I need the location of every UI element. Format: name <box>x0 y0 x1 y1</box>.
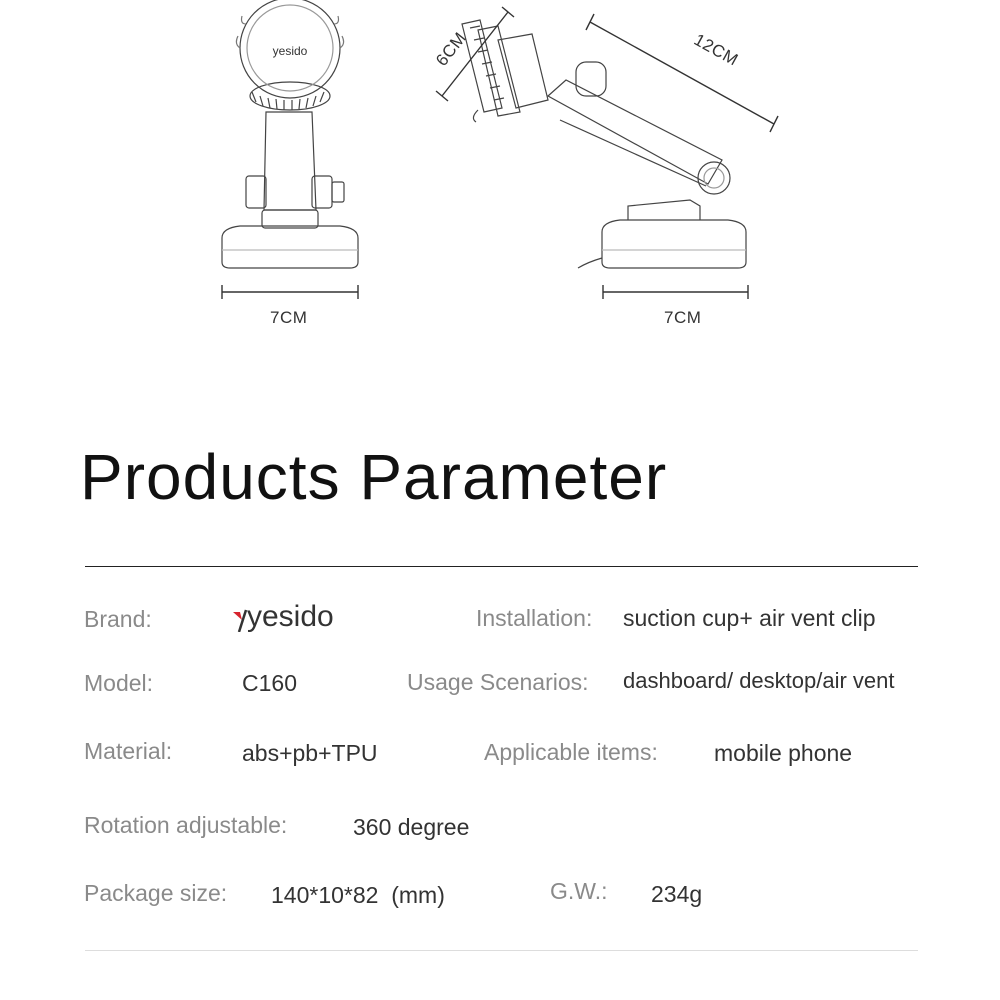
front-view-holder <box>222 0 358 268</box>
front-width-label: 7CM <box>270 308 308 327</box>
title-divider <box>85 566 918 567</box>
head-size-label: 6CM <box>432 28 471 70</box>
installation-label: Installation: <box>476 605 593 631</box>
installation-value: suction cup+ air vent clip <box>623 605 876 631</box>
weight-label: G.W.: <box>550 878 608 904</box>
rotation-value: 360 degree <box>353 814 470 840</box>
model-label: Model: <box>84 670 154 696</box>
brand-logo-text: yesido <box>247 600 334 633</box>
logo-y-accent-icon <box>233 606 249 632</box>
side-width-label: 7CM <box>664 308 702 327</box>
weight-value: 234g <box>651 881 703 907</box>
rotation-label: Rotation adjustable: <box>84 812 288 838</box>
side-view-holder <box>462 20 746 268</box>
product-dimension-drawing <box>0 0 1000 360</box>
section-title: Products Parameter <box>80 441 668 513</box>
material-value: abs+pb+TPU <box>242 740 378 766</box>
bottom-divider <box>85 950 918 951</box>
applicable-value: mobile phone <box>714 740 853 766</box>
package-value: 140*10*82 (mm) <box>271 882 445 908</box>
front-head-logo: yesido <box>272 44 308 58</box>
arm-length-label: 12CM <box>690 30 742 70</box>
brand-label: Brand: <box>84 606 152 632</box>
brand-logo <box>233 600 334 634</box>
usage-label: Usage Scenarios: <box>407 669 589 695</box>
material-label: Material: <box>84 738 173 764</box>
model-value: C160 <box>242 670 297 696</box>
package-label: Package size: <box>84 880 228 906</box>
applicable-label: Applicable items: <box>484 739 658 765</box>
usage-value: dashboard/ desktop/air vent <box>623 668 895 693</box>
